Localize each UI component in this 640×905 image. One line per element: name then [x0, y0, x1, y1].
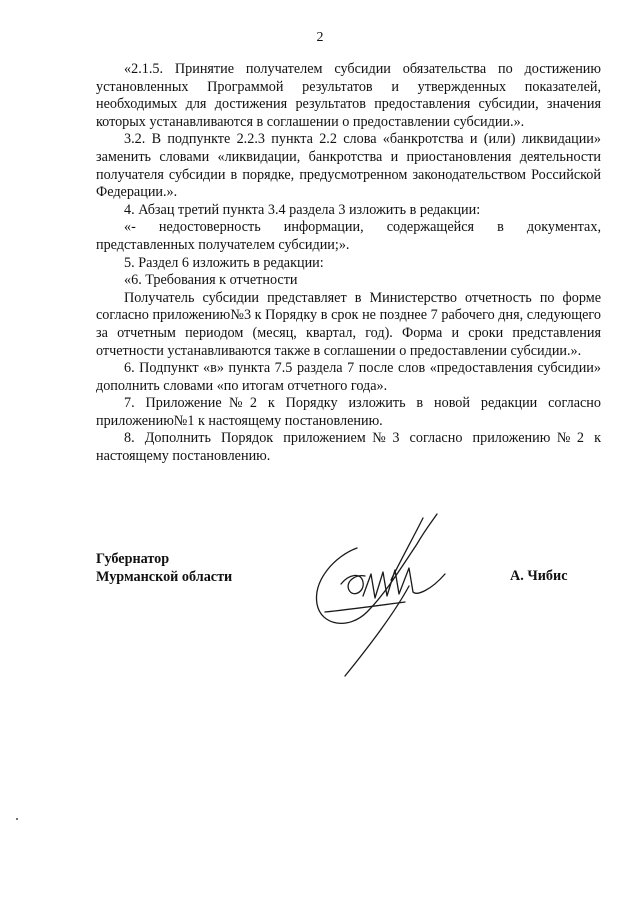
paragraph-5: 5. Раздел 6 изложить в редакции: — [124, 254, 324, 271]
position-line-1: Губернатор — [96, 551, 170, 567]
page-number: 2 — [316, 30, 324, 45]
paragraph-6: 6. Подпункт «в» пункта 7.5 раздела 7 после слов «предоставления субсидии» дополнить словами «по итогам отчетного года». — [96, 360, 601, 394]
document-body — [96, 61, 601, 466]
paragraph-7: 7. Приложение№2 к Порядку изложить в новой редакции согласно приложению№1 к настоящему постановлению. — [96, 395, 601, 429]
scan-dot — [16, 818, 18, 820]
paragraph-3-2: 3.2. В подпункте 2.2.3 пункта 2.2 слова «банкротства и (или) ликвидации» заменить словами «ликвидации, банкротства и приостановления деятельности получателя субсидии в порядке, предусмотренном законодательством Российской Федерации.». — [96, 131, 601, 201]
paragraph-5-heading: «6. Требования к отчетности — [124, 272, 298, 289]
paragraph-2-1-5: «2.1.5. Принятие получателем субсидии обязательства по достижению установленных Программой результатов и утвержденных показателей, необходимых для достижения результатов предоставления субсидии, значения которых устанавливаются в соглашении о предоставлении субсидии.». — [96, 61, 601, 130]
position-line-2: Мурманской области — [96, 568, 233, 585]
paragraph-4: 4. Абзац третий пункта 3.4 раздела 3 изложить в редакции: — [124, 201, 481, 218]
signatory-position — [96, 551, 232, 586]
signatory-name: А. Чибис — [510, 568, 568, 584]
paragraph-8: 8. Дополнить Порядок приложением№3 согласно приложению№2 к настоящему постановлению. — [96, 430, 601, 465]
paragraph-5-body: Получатель субсидии представляет в Министерство отчетность по форме согласно приложению№3 к Порядку в срок не позднее 7 рабочего дня, следующего за отчетным периодом (месяц, квартал, год). Форма и сроки представления отчетности устанавливаются также в соглашении о предоставлении субсидии.». — [96, 289, 601, 359]
handwritten-signature — [305, 508, 470, 680]
paragraph-4-quote: «- недостоверность информации, содержащейся в документах, представленных получателем субсидии;». — [96, 219, 601, 253]
